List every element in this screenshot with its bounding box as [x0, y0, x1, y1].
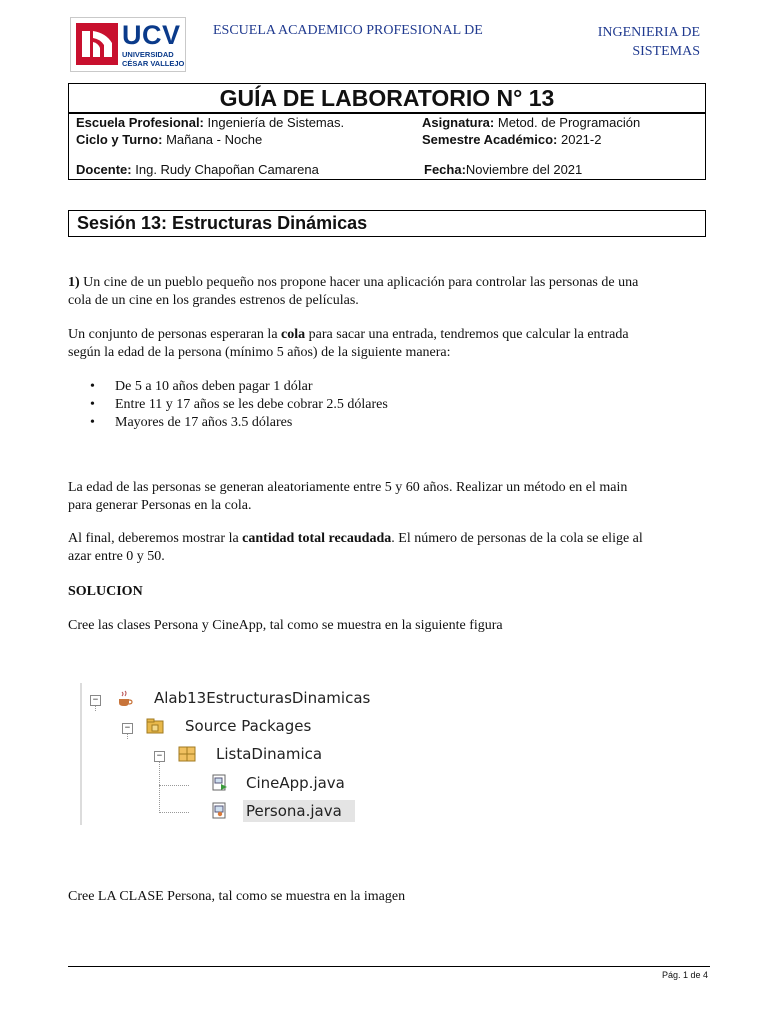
logo-subtitle-1: UNIVERSIDAD — [122, 50, 174, 59]
paragraph-4-line-2: azar entre 0 y 50. — [68, 549, 165, 564]
header-career — [560, 23, 700, 61]
docente-label: Docente: — [76, 162, 132, 177]
solucion-heading: SOLUCION — [68, 584, 143, 599]
java-project-icon — [115, 689, 133, 707]
fecha-value: Noviembre del 2021 — [465, 162, 583, 177]
docente-row — [76, 162, 319, 177]
ciclo-label: Ciclo y Turno: — [76, 132, 163, 147]
paragraph-4 — [68, 530, 708, 566]
title-box — [68, 83, 706, 113]
fecha-row — [424, 162, 582, 177]
asignatura-label: Asignatura: — [422, 115, 495, 130]
page-number: Pág. 1 de 4 — [661, 970, 708, 980]
paragraph-4-pre: Al final, deberemos mostrar la — [68, 531, 239, 546]
paragraph-1 — [68, 274, 708, 310]
fecha-label: Fecha: — [424, 162, 466, 177]
logo-text: UCV — [122, 20, 181, 50]
tree-item-project[interactable]: Alab13EstructurasDinamicas — [154, 689, 371, 707]
ucv-logo — [70, 17, 186, 72]
ciclo-value: Mañana - Noche — [166, 132, 263, 147]
footer-divider — [68, 966, 710, 967]
semestre-row — [422, 132, 601, 147]
paragraph-1-line-2: cola de un cine en los grandes estrenos de películas. — [68, 293, 359, 308]
list-item — [90, 396, 388, 414]
project-tree-image — [80, 683, 380, 825]
java-main-class-icon — [211, 774, 229, 792]
bullet-text: Entre 11 y 17 años se les debe cobrar 2.5 dólares — [115, 397, 388, 412]
bullet-icon: • — [90, 397, 95, 412]
paragraph-2 — [68, 326, 708, 362]
paragraph-4-post: . El número de personas de la cola se elige al — [391, 531, 643, 546]
paragraph-2-pre: Un conjunto de personas esperaran la — [68, 327, 278, 342]
paragraph-5: Cree las clases Persona y CineApp, tal como se muestra en la siguiente figura — [68, 618, 503, 633]
bullet-text: De 5 a 10 años deben pagar 1 dólar — [115, 379, 313, 394]
ucv-emblem-icon — [76, 23, 118, 65]
tree-item-package[interactable]: ListaDinamica — [216, 745, 323, 763]
bullet-icon: • — [90, 379, 95, 394]
paragraph-3-line-1: La edad de las personas se generan aleatoriamente entre 5 y 60 años. Realizar un método en el main — [68, 480, 628, 495]
semestre-value: 2021-2 — [560, 132, 602, 147]
paragraph-3-line-2: para generar Personas en la cola. — [68, 498, 252, 513]
escuela-label: Escuela Profesional: — [76, 115, 204, 130]
header-school: ESCUELA ACADEMICO PROFESIONAL DE — [213, 23, 483, 38]
tree-item-cineapp[interactable]: CineApp.java — [246, 774, 345, 792]
list-item — [90, 414, 292, 432]
header-career-line1: INGENIERIA DE — [597, 25, 700, 40]
bullet-text: Mayores de 17 años 3.5 dólares — [115, 415, 293, 430]
tree-item-persona[interactable]: Persona.java — [246, 802, 342, 820]
ciclo-row — [76, 132, 262, 147]
image-edge — [80, 683, 82, 825]
paragraph-1-line-1: Un cine de un pueblo pequeño nos propone hacer una aplicación para controlar las personas de una — [83, 275, 639, 290]
package-icon — [178, 745, 196, 763]
page-title: GUÍA DE LABORATORIO N° 13 — [219, 85, 555, 111]
paragraph-3 — [68, 479, 708, 515]
paragraph-2-bold: cola — [281, 327, 306, 342]
paragraph-2-post: para sacar una entrada, tendremos que calcular la entrada — [308, 327, 629, 342]
java-class-icon — [211, 802, 229, 820]
session-title: Sesión 13: Estructuras Dinámicas — [77, 213, 368, 233]
exercise-number: 1) — [68, 275, 80, 290]
list-item — [90, 378, 312, 396]
collapse-source-packages-toggle[interactable]: − — [122, 723, 133, 734]
collapse-package-toggle[interactable]: − — [154, 751, 165, 762]
asignatura-row — [422, 115, 640, 130]
escuela-row — [76, 115, 344, 130]
header-career-line2: SISTEMAS — [632, 44, 700, 59]
asignatura-value: Metod. de Programación — [497, 115, 641, 130]
tree-item-source-packages[interactable]: Source Packages — [185, 717, 312, 735]
logo-subtitle-2: CÉSAR VALLEJO — [122, 59, 185, 68]
semestre-label: Semestre Académico: — [422, 132, 558, 147]
paragraph-6: Cree LA CLASE Persona, tal como se muestra en la imagen — [68, 889, 406, 904]
source-packages-icon — [146, 717, 164, 735]
paragraph-4-bold: cantidad total recaudada — [242, 531, 392, 546]
escuela-value: Ingeniería de Sistemas. — [207, 115, 345, 130]
bullet-icon: • — [90, 415, 95, 430]
session-box — [68, 210, 706, 237]
docente-value: Ing. Rudy Chapoñan Camarena — [135, 162, 319, 177]
info-box — [68, 113, 706, 180]
paragraph-2-line-2: según la edad de la persona (mínimo 5 años) de la siguiente manera: — [68, 345, 451, 360]
collapse-project-toggle[interactable]: − — [90, 695, 101, 706]
